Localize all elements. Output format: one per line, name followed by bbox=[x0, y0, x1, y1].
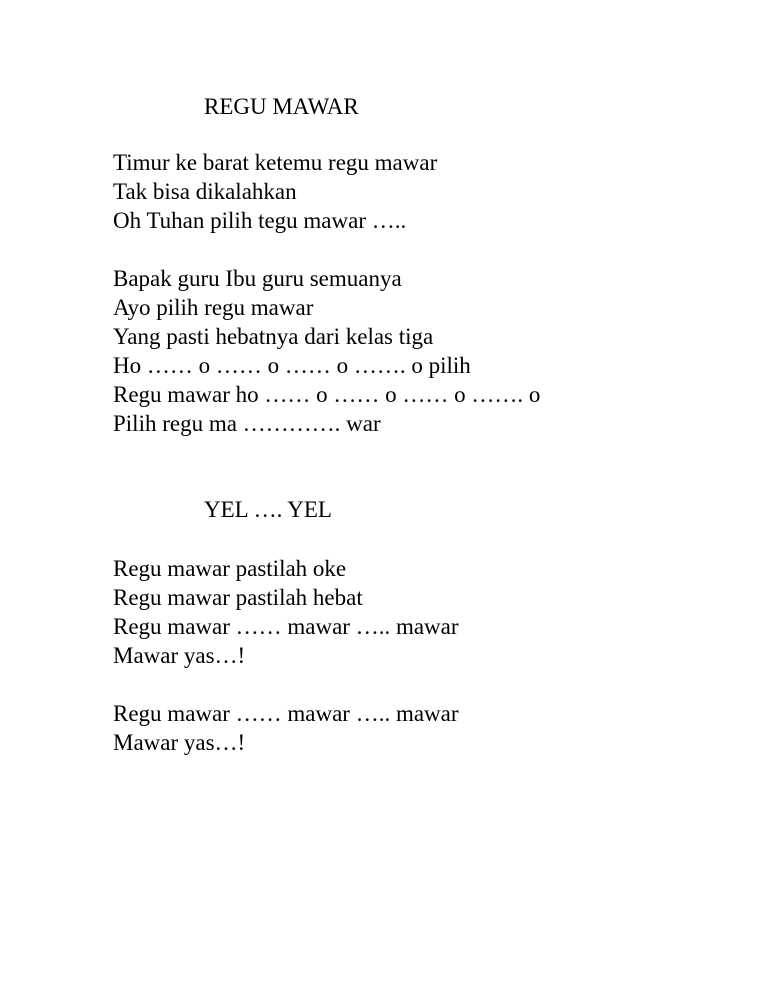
lyric-line: Ho …… o …… o …… o ……. o pilih bbox=[113, 353, 471, 378]
song-stanza-2 bbox=[113, 264, 540, 438]
lyric-line: Yang pasti hebatnya dari kelas tiga bbox=[113, 324, 434, 349]
lyric-line: Tak bisa dikalahkan bbox=[113, 179, 297, 204]
lyric-line: Timur ke barat ketemu regu mawar bbox=[113, 150, 438, 175]
yel-line: Regu mawar pastilah oke bbox=[113, 556, 347, 581]
lyric-line: Ayo pilih regu mawar bbox=[113, 295, 314, 320]
yel-stanza-1 bbox=[113, 554, 459, 670]
lyric-line: Regu mawar ho …… o …… o …… o ……. o bbox=[113, 382, 541, 407]
yel-line: Regu mawar pastilah hebat bbox=[113, 585, 363, 610]
song-title: REGU MAWAR bbox=[204, 94, 359, 119]
yel-line: Regu mawar …… mawar ….. mawar bbox=[113, 614, 459, 639]
yel-line: Regu mawar …… mawar ….. mawar bbox=[113, 701, 459, 726]
yel-line: Mawar yas…! bbox=[113, 643, 246, 668]
yel-section-title: YEL …. YEL bbox=[204, 497, 332, 522]
lyric-line: Bapak guru Ibu guru semuanya bbox=[113, 266, 402, 291]
yel-stanza-2 bbox=[113, 699, 459, 757]
yel-line: Mawar yas…! bbox=[113, 730, 246, 755]
song-stanza-1 bbox=[113, 148, 437, 235]
lyric-line: Oh Tuhan pilih tegu mawar ….. bbox=[113, 208, 407, 233]
lyric-line: Pilih regu ma …………. war bbox=[113, 411, 381, 436]
